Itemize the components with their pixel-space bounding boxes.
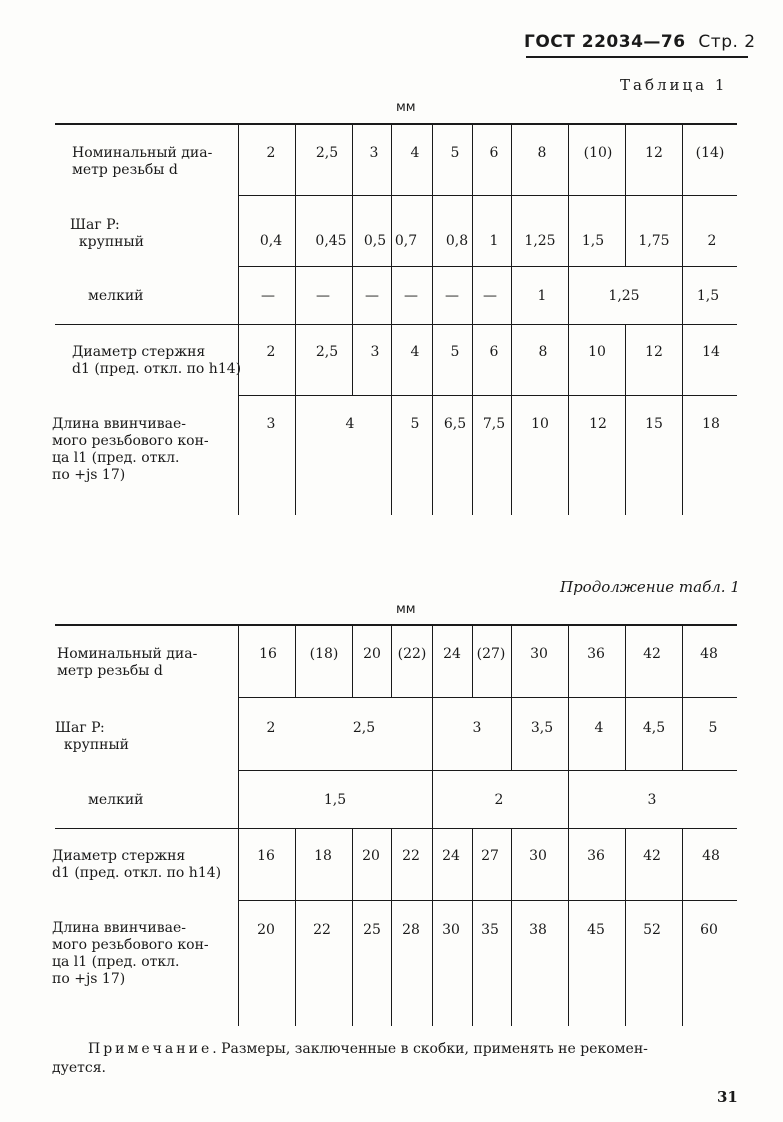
table2-col-rule xyxy=(432,626,433,1026)
table-cell: 0,7 xyxy=(394,233,418,249)
table-cell: — xyxy=(404,288,418,304)
table2-col-rule xyxy=(625,626,626,770)
table-cell: 1,5 xyxy=(696,288,720,304)
page-label: Стр. 2 xyxy=(698,32,756,52)
table-cell: 15 xyxy=(645,416,663,432)
table2-rule xyxy=(238,770,737,771)
table2-rule xyxy=(55,828,737,829)
table1-col-rule xyxy=(682,125,683,515)
table2-col-rule xyxy=(511,828,512,1026)
table1-col-rule xyxy=(511,125,512,515)
table1-col-rule xyxy=(391,125,392,515)
table2-col-rule xyxy=(352,626,353,698)
table1-rule xyxy=(238,395,737,396)
table-cell: 36 xyxy=(587,646,605,662)
table-cell: 2,5 xyxy=(352,720,376,736)
table-cell: 3,5 xyxy=(530,720,554,736)
table-cell: 1 xyxy=(489,233,499,249)
table1-col-rule xyxy=(625,125,626,267)
table1-col-rule xyxy=(238,125,239,515)
table2-units: мм xyxy=(396,602,416,617)
table2-rule xyxy=(238,697,737,698)
table2-col-rule xyxy=(295,626,296,698)
table2-top-rule xyxy=(55,624,737,626)
table-cell: 18 xyxy=(702,416,720,432)
table1-caption: Таблица 1 xyxy=(620,76,728,94)
footnote-text: . Размеры, заключенные в скобки, применять не рекомен- дуется. xyxy=(52,1041,648,1076)
table-cell: 8 xyxy=(537,145,547,161)
table-cell: 5 xyxy=(708,720,718,736)
table-cell: 4 xyxy=(410,344,420,360)
table-cell: 3 xyxy=(369,145,379,161)
table-cell: 28 xyxy=(402,922,420,938)
table-cell: 0,8 xyxy=(445,233,469,249)
table2-col-rule xyxy=(352,828,353,1026)
table1-label-nominal: Номинальный диа- метр резьбы d xyxy=(72,145,213,178)
table1-units: мм xyxy=(396,100,416,115)
table-cell: 20 xyxy=(362,848,380,864)
table1-rule xyxy=(55,324,737,325)
table2-caption: Продолжение табл. 1 xyxy=(560,578,740,596)
table1-top-rule xyxy=(55,123,737,125)
table-cell: 10 xyxy=(588,344,606,360)
footnote-label: Примечание xyxy=(88,1041,213,1057)
table1-col-rule xyxy=(352,125,353,395)
table-cell: 2,5 xyxy=(315,344,339,360)
table-cell: 3 xyxy=(266,416,276,432)
table1-label-length: Длина ввинчивае- мого резьбового кон- ца l1 (пред. откл. по +js 17) xyxy=(52,416,209,483)
table-cell: 48 xyxy=(702,848,720,864)
table-cell: 4 xyxy=(594,720,604,736)
table-cell: 52 xyxy=(643,922,661,938)
table-cell: 2,5 xyxy=(315,145,339,161)
table-cell: 0,45 xyxy=(315,233,347,249)
table1-col-rule xyxy=(568,125,569,515)
table1-label-shank: Диаметр стержня d1 (пред. откл. по h14) xyxy=(72,344,242,377)
table1-col-rule xyxy=(472,125,473,515)
table-cell: (14) xyxy=(695,145,725,161)
table-cell: 6,5 xyxy=(443,416,467,432)
table2-label-pitch: Шаг P: крупный xyxy=(55,720,129,753)
table2-col-rule xyxy=(472,626,473,698)
table1-rule xyxy=(238,195,737,196)
table-cell: 1,5 xyxy=(323,792,347,808)
table-cell: — xyxy=(445,288,459,304)
table-cell: 24 xyxy=(442,848,460,864)
table-cell: 12 xyxy=(645,344,663,360)
table-cell: 48 xyxy=(700,646,718,662)
table-cell: 20 xyxy=(363,646,381,662)
table-cell: 6 xyxy=(489,344,499,360)
table-cell: 14 xyxy=(702,344,720,360)
table-cell: 7,5 xyxy=(482,416,506,432)
table-cell: 3 xyxy=(647,792,657,808)
table2-col-rule xyxy=(682,828,683,1026)
table1-rule xyxy=(238,266,737,267)
table-cell: 10 xyxy=(531,416,549,432)
table2-label-length: Длина ввинчивае- мого резьбового кон- ца l1 (пред. откл. по +js 17) xyxy=(52,920,209,987)
table-cell: — xyxy=(365,288,379,304)
table-cell: 60 xyxy=(700,922,718,938)
table-cell: 1,25 xyxy=(608,288,640,304)
table-cell: 2 xyxy=(266,720,276,736)
table-cell: (18) xyxy=(309,646,339,662)
table2-label-shank: Диаметр стержня d1 (пред. откл. по h14) xyxy=(52,848,222,881)
table-cell: 38 xyxy=(529,922,547,938)
table2-col-rule xyxy=(568,626,569,1026)
doc-header xyxy=(524,32,756,52)
table-cell: (27) xyxy=(476,646,506,662)
table-cell: 25 xyxy=(363,922,381,938)
table-cell: 30 xyxy=(530,646,548,662)
table-cell: 4 xyxy=(345,416,355,432)
table-cell: (10) xyxy=(583,145,613,161)
table-cell: 1,75 xyxy=(638,233,670,249)
table1-label-pitch: Шаг P: крупный xyxy=(70,217,144,250)
table-cell: (22) xyxy=(397,646,427,662)
table-cell: 1,25 xyxy=(524,233,556,249)
page-number: 31 xyxy=(717,1088,738,1106)
table-cell: 1,5 xyxy=(581,233,605,249)
table-cell: 18 xyxy=(314,848,332,864)
table1-col-rule xyxy=(295,125,296,515)
table-cell: 2 xyxy=(266,145,276,161)
table-cell: 5 xyxy=(450,344,460,360)
table2-col-rule xyxy=(391,828,392,1026)
table2-col-rule xyxy=(682,626,683,770)
table2-label-fine: мелкий xyxy=(88,792,144,808)
table2-col-rule xyxy=(625,828,626,1026)
table2-col-rule xyxy=(238,626,239,1026)
table-cell: 27 xyxy=(481,848,499,864)
table-cell: 4 xyxy=(410,145,420,161)
table-cell: 36 xyxy=(587,848,605,864)
footnote xyxy=(52,1040,742,1078)
table-cell: 16 xyxy=(259,646,277,662)
table-cell: 12 xyxy=(589,416,607,432)
table-cell: 24 xyxy=(443,646,461,662)
table-cell: 16 xyxy=(257,848,275,864)
table-cell: 8 xyxy=(538,344,548,360)
table-cell: 3 xyxy=(472,720,482,736)
table-cell: 6 xyxy=(489,145,499,161)
doc-number: ГОСТ 22034—76 xyxy=(524,32,686,52)
table2-col-rule xyxy=(295,828,296,1026)
table-cell: 3 xyxy=(370,344,380,360)
table-cell: — xyxy=(261,288,275,304)
table-cell: 22 xyxy=(402,848,420,864)
table1-col-rule xyxy=(625,324,626,515)
table-cell: 30 xyxy=(442,922,460,938)
table1-label-fine: мелкий xyxy=(88,288,144,304)
table-cell: 1 xyxy=(537,288,547,304)
table-cell: 22 xyxy=(313,922,331,938)
table-cell: 2 xyxy=(494,792,504,808)
table2-col-rule xyxy=(472,828,473,1026)
table-cell: 20 xyxy=(257,922,275,938)
table-cell: 0,4 xyxy=(259,233,283,249)
table-cell: 42 xyxy=(643,848,661,864)
table-cell: 2 xyxy=(707,233,717,249)
table-cell: 2 xyxy=(266,344,276,360)
table-cell: 12 xyxy=(645,145,663,161)
table-cell: — xyxy=(316,288,330,304)
table-cell: 4,5 xyxy=(642,720,666,736)
table2-col-rule xyxy=(391,626,392,698)
table-cell: 0,5 xyxy=(363,233,387,249)
header-rule xyxy=(526,56,748,58)
table-cell: 35 xyxy=(481,922,499,938)
table-cell: 30 xyxy=(529,848,547,864)
table-cell: 42 xyxy=(643,646,661,662)
table-cell: 45 xyxy=(587,922,605,938)
table-cell: 5 xyxy=(450,145,460,161)
table2-col-rule xyxy=(511,626,512,770)
table1-col-rule xyxy=(432,125,433,515)
table-cell: — xyxy=(483,288,497,304)
table2-label-nominal: Номинальный диа- метр резьбы d xyxy=(57,646,198,679)
table-cell: 5 xyxy=(410,416,420,432)
table2-rule xyxy=(238,900,737,901)
